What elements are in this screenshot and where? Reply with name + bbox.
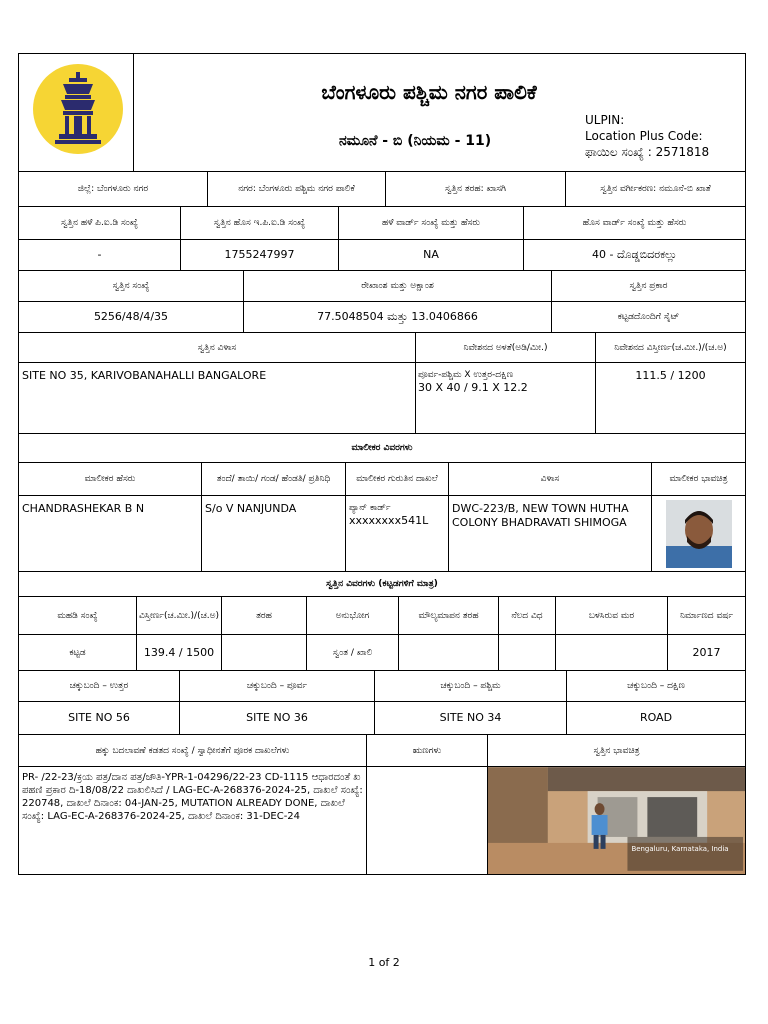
- address-value-row: [19, 362, 745, 433]
- address-label: ಸ್ವತ್ತಿನ ವಿಳಾಸ: [197, 342, 237, 353]
- dimensions-value: 30 X 40 / 9.1 X 12.2: [418, 381, 528, 394]
- building-label-row: [19, 596, 745, 634]
- owner-row: [19, 495, 745, 571]
- building-title-row: [19, 571, 745, 596]
- owner-id: [345, 496, 448, 571]
- liens-value: [366, 767, 487, 874]
- owner-portrait-icon: [666, 500, 732, 568]
- corporation-name: ಬೆಂಗಳೂರು ಪಶ್ಚಿಮ ನಗರ ಪಾಲಿಕೆ: [321, 80, 537, 104]
- classification: ಸ್ವತ್ತಿನ ವರ್ಗೀಕರಣ: ನಮೂನೆ-ಬಿ ಖಾತೆ: [565, 172, 745, 206]
- year-value: 2017: [667, 635, 745, 670]
- floor-value: ಕಟ್ಟಡ: [69, 647, 86, 658]
- page-number: 1 of 2: [368, 956, 400, 969]
- file-number: [585, 145, 709, 160]
- north-value: SITE NO 56: [68, 711, 130, 724]
- owner-photo: [651, 496, 745, 571]
- ulpin-label: ULPIN:: [585, 113, 625, 127]
- west-value: SITE NO 34: [374, 702, 566, 734]
- south-label: ಚಕ್ಕುಬಂದಿ – ದಕ್ಷಿಣ: [566, 671, 745, 701]
- owners-title-row: [19, 433, 745, 462]
- property-type: ಸ್ವತ್ತಿನ ತರಹ: ಖಾಸಗಿ: [385, 172, 565, 206]
- property-photo: [487, 767, 745, 874]
- property-photo-label: ಸ್ವತ್ತಿನ ಭಾವಚಿತ್ರ: [487, 735, 745, 766]
- old-ward-label: ಹಳೆ ವಾರ್ಡ್ ಸಂಖ್ಯೆ ಮತ್ತು ಹೆಸರು: [338, 207, 523, 239]
- owner-photo-label: ಮಾಲೀಕರ ಭಾವಚಿತ್ರ: [651, 463, 745, 495]
- south-value: ROAD: [566, 702, 745, 734]
- ids-value-row: [19, 239, 745, 270]
- owner-name-label: ಮಾಲೀಕರ ಹೆಸರು: [84, 474, 136, 484]
- floor-type-label: ನೆಲದ ವಿಧ: [498, 597, 555, 634]
- relation-label: ತಂದೆ/ ತಾಯಿ/ ಗಂಡ/ ಹೆಂಡತಿ/ ಪ್ರತಿನಿಧಿ: [201, 463, 345, 495]
- district: ಜಿಲ್ಲೆ: ಬೆಂಗಳೂರು ನಗರ: [77, 184, 149, 194]
- east-label: ಚಕ್ಕುಬಂದಿ – ಪೂರ್ವ: [179, 671, 374, 701]
- owner-relation: S/o V NANJUNDA: [201, 496, 345, 571]
- wood-label: ಬಳಸಿರುವ ಮರ: [555, 597, 667, 634]
- wood-value: [555, 635, 667, 670]
- property-number: 5256/48/4/35: [93, 310, 169, 323]
- coordinates: 77.5048504 ಮತ್ತು 13.0406866: [243, 302, 551, 332]
- old-pid-label: ಸ್ವತ್ತಿನ ಹಳೆ ಪಿ.ಐ.ಡಿ ಸಂಖ್ಯೆ: [61, 218, 138, 228]
- site-area: 111.5 / 1200: [595, 363, 745, 433]
- owner-id-number: xxxxxxxx541L: [349, 514, 429, 527]
- owners-label-row: [19, 462, 745, 495]
- city-emblem-icon: [19, 54, 134, 171]
- valuation-value: [398, 635, 498, 670]
- usage-label: ಅನುಭೋಗ: [306, 597, 398, 634]
- site-area-label: ನಿವೇಶನದ ವಿಸ್ತೀರ್ಣ(ಚ.ಮೀ.)/(ಚ.ಅ): [595, 333, 745, 362]
- building-value-row: [19, 634, 745, 670]
- location-code-label: Location Plus Code:: [585, 129, 703, 143]
- usage-value: ಸ್ವಂತ / ಖಾಲಿ: [306, 635, 398, 670]
- new-ward-label: ಹೊಸ ವಾರ್ಡ್ ಸಂಖ್ಯೆ ಮತ್ತು ಹೆಸರು: [523, 207, 745, 239]
- boundary-value-row: [19, 701, 745, 734]
- dimensions-axis-label: ಪೂರ್ವ-ಪಶ್ಚಿಮ X ಉತ್ತರ-ದಕ್ಷಿಣ: [418, 370, 514, 380]
- documents-label: ಹಕ್ಕು ಬದಲಾವಣೆ ಕಡತದ ಸಂಖ್ಯೆ / ಸ್ವಾಧೀನತೆಗೆ ಪೂರಕ ದಾಖಲೆಗಳು: [95, 745, 290, 756]
- new-epid-label: ಸ್ವತ್ತಿನ ಹೊಸ ಇ.ಪಿ.ಐ.ಡಿ ಸಂಖ್ಯೆ: [180, 207, 338, 239]
- east-value: SITE NO 36: [179, 702, 374, 734]
- logo-cell: [19, 54, 134, 171]
- new-epid-value: 1755247997: [180, 240, 338, 270]
- property-form: [18, 53, 746, 875]
- property-number-label: ಸ್ವತ್ತಿನ ಸಂಖ್ಯೆ: [112, 281, 150, 291]
- floor-label: ಮಹಡಿ ಸಂಖ್ಯೆ: [57, 610, 98, 621]
- coordinates-label: ರೇಖಾಂಶ ಮತ್ತು ಅಕ್ಷಾಂಶ: [243, 271, 551, 301]
- new-ward-value: 40 - ದೊಡ್ಡಬಿದರಕಲ್ಲು: [523, 240, 745, 270]
- photo-caption: Bengaluru, Karnataka, India: [631, 844, 729, 853]
- property-value-row: [19, 301, 745, 332]
- dimensions-label: ನಿವೇಶನದ ಅಳತೆ(ಅಡಿ/ಮೀ.): [415, 333, 595, 362]
- floor-type-value: [498, 635, 555, 670]
- boundary-label-row: [19, 670, 745, 701]
- documents-text: PR- /22-23/ಕ್ರಯ ಪತ್ರ/ದಾನ ಪತ್ರ/ಜೌತಿ-YPR-1-04296/22-23 CD-1115 ಆಧಾರದಂತೆ ಖ ಪಹಣಿ ಪ್ರಕಾರ ದಿ-18/08/22 ದಾಖಲಿಸಿದೆ / LAG-EC-A-268376-2024-25, ದಾಖಲೆ ಸಂಖ್ಯೆ: 220748, ದಾಖಲೆ ದಿನಾಂಕ: 04-JAN-25, MUTATION ALREADY DONE, ದಾಖಲೆ ಸಂಖ್ಯೆ: LAG-EC-A-268376-2024-25, ದಾಖಲೆ ದಿನಾಂಕ: 31-DEC-24: [22, 772, 363, 822]
- ids-label-row: [19, 206, 745, 239]
- dimensions: [415, 363, 595, 433]
- file-number-value: 2571818: [655, 145, 710, 159]
- location-row: [19, 171, 745, 206]
- built-area-label: ವಿಸ್ತೀರ್ಣ(ಚ.ಮೀ.)/(ಚ.ಅ): [136, 597, 221, 634]
- building-section-title: ಸ್ವತ್ತಿನ ವಿವರಗಳು (ಕಟ್ಟಡಗಳಿಗೆ ಮಾತ್ರ): [326, 579, 438, 589]
- owner-address-label: ವಿಳಾಸ: [448, 463, 651, 495]
- valuation-label: ಮೌಲ್ಯಮಾಪನ ತರಹ: [398, 597, 498, 634]
- property-kind-label: ಸ್ವತ್ತಿನ ಪ್ರಕಾರ: [551, 271, 745, 301]
- form-title: ನಮೂನೆ - ಬಿ (ನಿಯಮ - 11): [339, 133, 492, 149]
- property-kind: ಕಟ್ಟಡದೊಂದಿಗೆ ಸೈಟ್: [551, 302, 745, 332]
- old-ward-value: NA: [338, 240, 523, 270]
- owners-section-title: ಮಾಲೀಕರ ವಿವರಗಳು: [351, 443, 413, 453]
- id-doc-label: ಮಾಲೀಕರ ಗುರುತಿನ ದಾಖಲೆ: [345, 463, 448, 495]
- owner-id-type: ಪ್ಯಾನ್ ಕಾರ್ಡ್: [349, 503, 391, 513]
- build-type-label: ತರಹ: [221, 597, 306, 634]
- documents-value-row: [19, 766, 745, 874]
- property-label-row: [19, 270, 745, 301]
- year-label: ನಿರ್ಮಾಣದ ವರ್ಷ: [667, 597, 745, 634]
- built-area-value: 139.4 / 1500: [136, 635, 221, 670]
- north-label: ಚಕ್ಕುಬಂದಿ – ಉತ್ತರ: [69, 681, 129, 691]
- property-photo-image: [488, 767, 745, 874]
- city: ನಗರ: ಬೆಂಗಳೂರು ಪಶ್ಚಿಮ ನಗರ ಪಾಲಿಕೆ: [207, 172, 385, 206]
- address-label-row: [19, 332, 745, 362]
- property-address: SITE NO 35, KARIVOBANAHALLI BANGALORE: [22, 369, 267, 382]
- west-label: ಚಕ್ಕುಬಂದಿ – ಪಶ್ಚಿಮ: [374, 671, 566, 701]
- documents-label-row: [19, 734, 745, 766]
- owner-name: CHANDRASHEKAR B N: [22, 502, 145, 515]
- build-type-value: [221, 635, 306, 670]
- liens-label: ಋಣಗಳು: [366, 735, 487, 766]
- file-number-label: ಫಾಯಿಲ ಸಂಖ್ಯೆ :: [585, 145, 652, 159]
- owner-address: DWC-223/B, NEW TOWN HUTHA COLONY BHADRAVATI SHIMOGA: [448, 496, 651, 571]
- old-pid-value: -: [97, 248, 102, 261]
